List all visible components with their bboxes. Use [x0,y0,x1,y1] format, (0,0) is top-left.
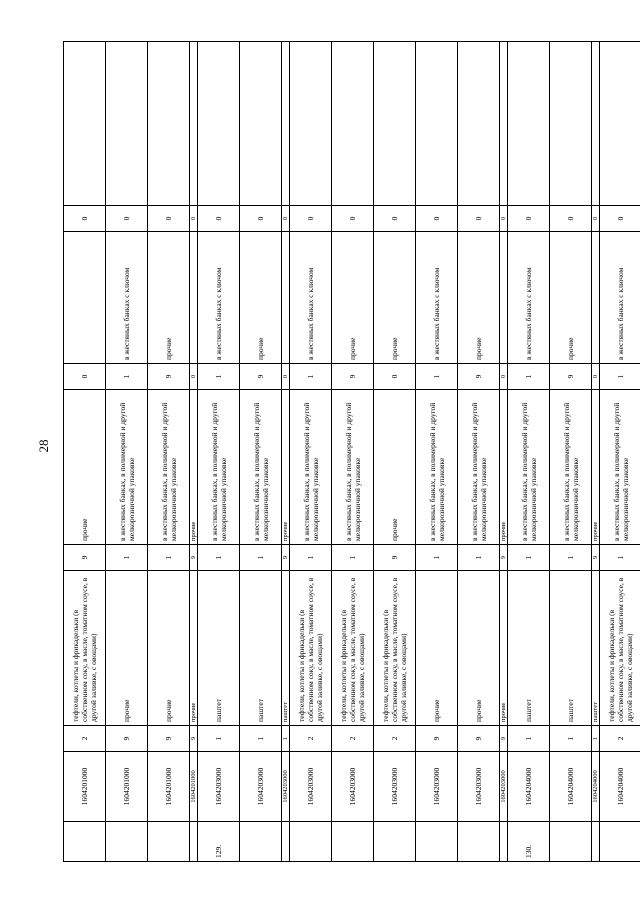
level2-description-cell: в жестяных банках, в полимерной и другой мелкорозничной упаковке [600,390,640,545]
level4-description-cell [592,42,600,206]
level2-description-cell: в жестяных банках, в полимерной и другой мелкорозничной упаковке [240,390,282,545]
level2-digit-cell: 9 [374,545,416,571]
level2-digit-cell: 9 [64,545,106,571]
table-row [240,42,282,862]
table-row [332,42,374,862]
row-number-cell [240,822,282,862]
level1-digit-cell: 2 [290,726,332,752]
level3-description-cell [282,232,290,364]
level1-description-cell: паштет [550,571,592,726]
level1-digit-cell: 1 [240,726,282,752]
level1-digit-cell: 1 [508,726,550,752]
level4-digit-cell: 0 [458,206,500,232]
level4-digit-cell: 0 [416,206,458,232]
level2-description-cell: в жестяных банках, в полимерной и другой мелкорозничной упаковке [416,390,458,545]
row-number-cell [458,822,500,862]
level2-description-cell: в жестяных банках, в полимерной и другой мелкорозничной упаковке [458,390,500,545]
level2-digit-cell: 1 [106,545,148,571]
level4-description-cell [148,42,190,206]
level1-digit-cell: 9 [148,726,190,752]
row-number-cell: 129. [198,822,240,862]
level1-description-cell: паштет [240,571,282,726]
level3-digit-cell: 1 [290,364,332,390]
level3-digit-cell: 1 [416,364,458,390]
table-row [290,42,332,862]
level1-description-cell: паштет [592,571,600,726]
product-code-cell: 1604203000 [500,752,508,822]
level2-digit-cell: 1 [332,545,374,571]
level4-digit-cell: 0 [240,206,282,232]
level3-digit-cell: 0 [374,364,416,390]
table-row [198,42,240,862]
level4-description-cell [198,42,240,206]
row-number-cell [374,822,416,862]
level4-description-cell [550,42,592,206]
level1-digit-cell: 2 [600,726,640,752]
level3-description-cell: прочие [332,232,374,364]
table-row [148,42,190,862]
level3-digit-cell: 0 [64,364,106,390]
row-number-cell [106,822,148,862]
level2-description-cell: в жестяных банках, в полимерной и другой мелкорозничной упаковке [550,390,592,545]
level2-digit-cell: 1 [508,545,550,571]
level1-description-cell: прочие [148,571,190,726]
product-code-cell: 1604204000 [592,752,600,822]
level2-digit-cell: 9 [282,545,290,571]
row-number-cell [64,822,106,862]
level3-description-cell: в жестяных банках с ключом [508,232,550,364]
row-number-cell [550,822,592,862]
level3-digit-cell: 1 [106,364,148,390]
product-code-cell: 1604201000 [64,752,106,822]
level3-digit-cell: 0 [190,364,198,390]
product-code-cell: 1604204000 [550,752,592,822]
row-number-cell [282,822,290,862]
level3-digit-cell: 9 [458,364,500,390]
table-row [374,42,416,862]
level3-description-cell [190,232,198,364]
level2-digit-cell: 1 [600,545,640,571]
level1-digit-cell: 2 [64,726,106,752]
level4-digit-cell: 0 [508,206,550,232]
level1-description-cell: прочие [416,571,458,726]
level1-description-cell: прочие [458,571,500,726]
table-row [600,42,640,862]
level1-digit-cell: 9 [190,726,198,752]
level3-digit-cell: 0 [282,364,290,390]
table-row [106,42,148,862]
level4-digit-cell: 0 [282,206,290,232]
level4-digit-cell: 0 [106,206,148,232]
level4-digit-cell: 0 [374,206,416,232]
level3-description-cell: прочие [374,232,416,364]
level2-description-cell: в жестяных банках, в полимерной и другой мелкорозничной упаковке [332,390,374,545]
product-code-cell: 1604201000 [106,752,148,822]
product-code-cell: 1604203000 [198,752,240,822]
row-number-cell: 130. [508,822,550,862]
level1-description-cell: прочие [106,571,148,726]
table-body [64,42,640,862]
level2-description-cell: прочие [592,390,600,545]
table-row [416,42,458,862]
level4-digit-cell: 0 [198,206,240,232]
table-row [190,42,198,862]
level3-description-cell: в жестяных банках с ключом [600,232,640,364]
level3-description-cell: прочие [240,232,282,364]
level4-description-cell [458,42,500,206]
level4-digit-cell: 0 [148,206,190,232]
level3-digit-cell: 0 [592,364,600,390]
level4-description-cell [508,42,550,206]
level3-digit-cell: 1 [198,364,240,390]
level3-description-cell: в жестяных банках с ключом [416,232,458,364]
page-number: 28 [36,439,51,453]
level2-description-cell: прочие [500,390,508,545]
level4-description-cell [240,42,282,206]
level2-digit-cell: 1 [148,545,190,571]
level2-description-cell: прочие [374,390,416,545]
level2-digit-cell: 1 [416,545,458,571]
row-number-cell [148,822,190,862]
level2-description-cell: прочие [64,390,106,545]
level1-description-cell: тефтели, котлеты и фрикадельки (в собственном соку, в масле, томатном соусе, в другой заливке, с овощами) [64,571,106,726]
row-number-cell [332,822,374,862]
level4-description-cell [600,42,640,206]
level1-digit-cell: 1 [282,726,290,752]
product-code-cell: 1604203000 [416,752,458,822]
level4-description-cell [106,42,148,206]
level2-description-cell: в жестяных банках, в полимерной и другой мелкорозничной упаковке [290,390,332,545]
level4-digit-cell: 0 [190,206,198,232]
level2-digit-cell: 1 [290,545,332,571]
product-code-cell: 1604201000 [190,752,198,822]
level4-digit-cell: 0 [550,206,592,232]
level3-description-cell: прочие [458,232,500,364]
level4-digit-cell: 0 [592,206,600,232]
level2-description-cell: в жестяных банках, в полимерной и другой мелкорозничной упаковке [198,390,240,545]
level1-description-cell: паштет [198,571,240,726]
level3-description-cell: в жестяных банках с ключом [290,232,332,364]
level1-description-cell: тефтели, котлеты и фрикадельки (в собственном соку, в масле, томатном соусе, в другой заливке, с овощами) [600,571,640,726]
level2-description-cell: прочие [282,390,290,545]
level1-digit-cell: 2 [332,726,374,752]
level2-digit-cell: 9 [592,545,600,571]
table-row [458,42,500,862]
product-code-cell: 1604203000 [458,752,500,822]
product-code-cell: 1604204000 [508,752,550,822]
level1-description-cell: тефтели, котлеты и фрикадельки (в собственном соку, в масле, томатном соусе, в другой заливке, с овощами) [332,571,374,726]
table-row [508,42,550,862]
table-row [592,42,600,862]
table-row [550,42,592,862]
product-code-cell: 1604203000 [332,752,374,822]
level1-description-cell: прочие [500,571,508,726]
level4-description-cell [290,42,332,206]
level1-digit-cell: 1 [592,726,600,752]
level2-description-cell: в жестяных банках, в полимерной и другой мелкорозничной упаковке [106,390,148,545]
level1-description-cell: паштет [282,571,290,726]
level3-digit-cell: 0 [500,364,508,390]
level3-description-cell: в жестяных банках с ключом [106,232,148,364]
product-code-cell: 1604201000 [148,752,190,822]
rotated-table-wrapper [63,42,640,862]
level3-digit-cell: 9 [240,364,282,390]
level4-description-cell [190,42,198,206]
level3-description-cell: в жестяных банках с ключом [198,232,240,364]
level1-digit-cell: 9 [458,726,500,752]
table-row [282,42,290,862]
level3-digit-cell: 9 [550,364,592,390]
level1-digit-cell: 9 [500,726,508,752]
level3-digit-cell: 1 [600,364,640,390]
row-number-cell [500,822,508,862]
level1-digit-cell: 9 [416,726,458,752]
level2-digit-cell: 9 [500,545,508,571]
level1-description-cell: тефтели, котлеты и фрикадельки (в собственном соку, в масле, томатном соусе, в другой заливке, с овощами) [290,571,332,726]
table-row [500,42,508,862]
table-row [64,42,106,862]
row-number-cell [592,822,600,862]
level2-description-cell: в жестяных банках, в полимерной и другой мелкорозничной упаковке [508,390,550,545]
level3-description-cell [592,232,600,364]
level1-digit-cell: 1 [198,726,240,752]
level4-digit-cell: 0 [500,206,508,232]
product-code-cell: 1604203000 [240,752,282,822]
level4-digit-cell: 0 [290,206,332,232]
level3-description-cell: прочие [550,232,592,364]
level1-description-cell: прочие [190,571,198,726]
level3-digit-cell: 9 [332,364,374,390]
level4-description-cell [500,42,508,206]
level3-description-cell: прочие [148,232,190,364]
level2-description-cell: в жестяных банках, в полимерной и другой мелкорозничной упаковке [148,390,190,545]
level1-digit-cell: 1 [550,726,592,752]
level1-description-cell: тефтели, котлеты и фрикадельки (в собственном соку, в масле, томатном соусе, в другой заливке, с овощами) [374,571,416,726]
level3-digit-cell: 9 [148,364,190,390]
level4-digit-cell: 0 [332,206,374,232]
product-code-cell: 1604204000 [600,752,640,822]
row-number-cell [290,822,332,862]
level2-digit-cell: 1 [198,545,240,571]
classification-table [63,41,640,862]
row-number-cell [600,822,640,862]
level4-digit-cell: 0 [64,206,106,232]
level4-description-cell [416,42,458,206]
level1-digit-cell: 2 [374,726,416,752]
product-code-cell: 1604203000 [374,752,416,822]
row-number-cell [190,822,198,862]
level4-description-cell [64,42,106,206]
level2-description-cell: прочие [190,390,198,545]
level2-digit-cell: 9 [190,545,198,571]
level4-description-cell [282,42,290,206]
product-code-cell: 1604203000 [290,752,332,822]
level4-description-cell [332,42,374,206]
level4-description-cell [374,42,416,206]
level4-digit-cell: 0 [600,206,640,232]
level3-digit-cell: 1 [508,364,550,390]
row-number-cell [416,822,458,862]
level3-description-cell [500,232,508,364]
level2-digit-cell: 1 [550,545,592,571]
level3-description-cell [64,232,106,364]
level1-digit-cell: 9 [106,726,148,752]
level2-digit-cell: 1 [240,545,282,571]
level2-digit-cell: 1 [458,545,500,571]
product-code-cell: 1604203000 [282,752,290,822]
level1-description-cell: паштет [508,571,550,726]
